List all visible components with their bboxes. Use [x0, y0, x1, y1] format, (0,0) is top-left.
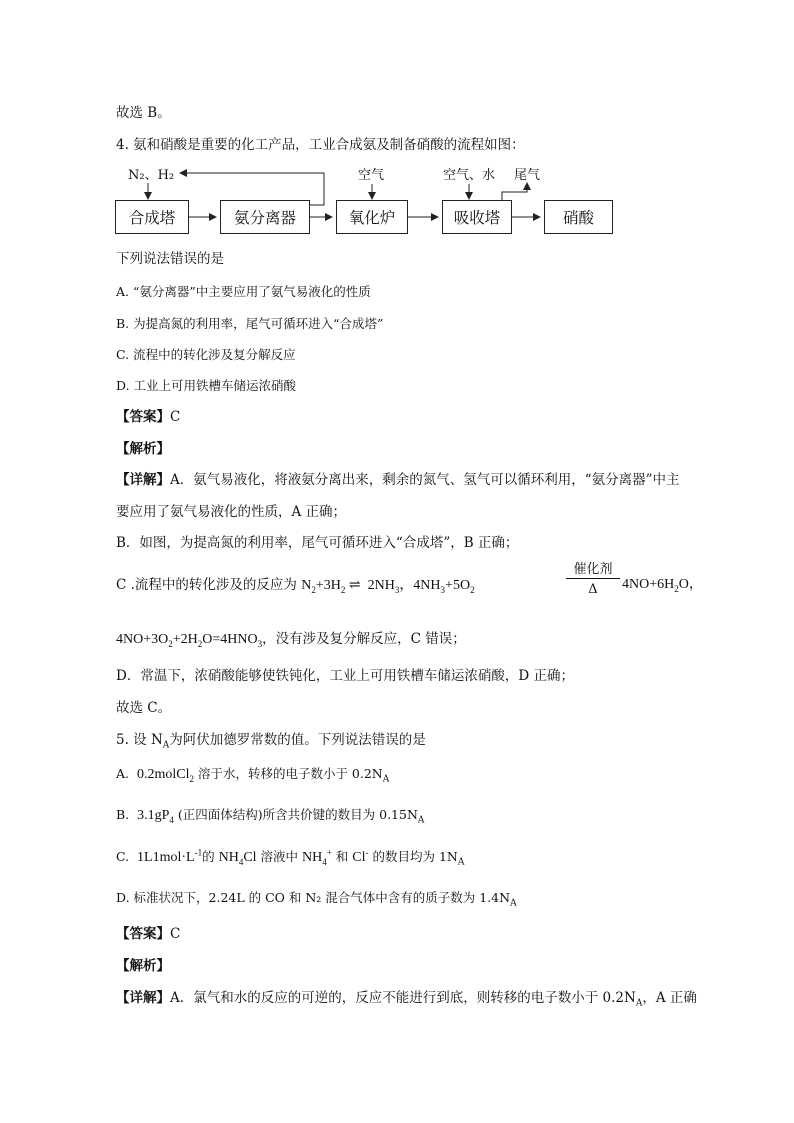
q5-option-b: B. $3.1gP_4$ (正四面体结构)所含共价键的数目为 $0.15N_A$: [116, 807, 425, 826]
q4-answer-line: [116, 408, 180, 426]
tail-gas-arrow: [502, 183, 527, 201]
q5-option-d: D. 标准状况下，2.24L 的 CO 和 N₂ 混合气体中含有的质子数为 $1.4N_A$: [116, 890, 517, 909]
tail-gas-label: 尾气: [514, 168, 541, 183]
q5-detail-a: 【详解】A．氯气和水的反应的可逆的，反应不能进行到底，则转移的电子数小于 $0.2N_A$，A 正确: [116, 990, 697, 1009]
q4-option-b: B. 为提高氮的利用率，尾气可循环进入“合成塔”: [116, 316, 384, 331]
q5-stem-post: 为阿伏加德罗常数的值。下列说法错误的是: [169, 732, 426, 748]
q5-option-d-text: D. 标准状况下，2.24L 的 CO 和 N₂ 混合气体中含有的质子数为 1.4N: [116, 890, 511, 905]
air-water-label: 空气、水: [443, 168, 496, 183]
q5-detail-a-text: A．氯气和水的反应的可逆的，反应不能进行到底，则转移的电子数小于 0.2N: [170, 990, 636, 1006]
q4-detail-b: B．如图，为提高氮的利用率，尾气可循环进入“合成塔”，B 正确；: [116, 535, 519, 551]
equation-ammonia-oxidation-products: $4NO+6H_2O$，: [622, 577, 703, 594]
q4-detail-c-line1: [116, 576, 475, 595]
q4-detail-a-2: 要应用了氨气易液化的性质，A 正确；: [116, 504, 347, 520]
q4-option-c: C. 流程中的转化涉及复分解反应: [116, 347, 296, 362]
q4-detail-c-suffix: ，没有涉及复分解反应，C 错误；: [262, 631, 466, 647]
q5-stem-pre: 5. 设 N: [116, 732, 163, 748]
q4-detail-c-line2: [116, 630, 466, 649]
box-oxidizer: 氧化炉: [336, 200, 408, 234]
q4-detail-tag: 【详解】: [116, 472, 170, 488]
q5-analysis-tag: 【解析】: [116, 958, 170, 974]
box-absorber: 吸收塔: [442, 200, 512, 234]
q4-detail-a-text: A．氨气易液化，将液氨分离出来，剩余的氮气、氢气可以循环利用，“氨分离器”中主: [170, 472, 680, 488]
q4-detail-d: D．常温下，浓硝酸能够使铁钝化，工业上可用铁槽车储运浓硝酸，D 正确；: [116, 668, 574, 684]
box-ammonia-separator: 氨分离器: [220, 200, 310, 234]
equation-ammonia-synthesis: $N_2+3H_2$ ⇌ $2NH_3$，$4NH_3+5O_2$: [301, 578, 475, 595]
q4-detail-a-1: [116, 471, 680, 489]
q5-stem-sub: A: [162, 740, 170, 751]
q4-answer: C: [170, 409, 181, 425]
q4-option-a: A. “氨分离器”中主要应用了氨气易液化的性质: [116, 284, 371, 299]
equation-nitric-acid: $4NO+3O_2+2H_2O=4HNO_3$: [116, 632, 263, 649]
q4-option-d: D. 工业上可用铁槽车储运浓硝酸: [116, 378, 297, 393]
q5-detail-a-end: ，A 正确: [642, 990, 697, 1006]
q5-option-a: A. 0.2molCl$_2$ 溶于水，转移的电子数小于 $0.2N_A$: [116, 766, 390, 785]
q5-stem: [116, 731, 426, 749]
q5-detail-tag: 【详解】: [116, 990, 170, 1006]
q4-stem: 4. 氨和硝酸是重要的化工产品，工业合成氨及制备硝酸的流程如图：: [116, 137, 525, 153]
catalyst-label: 催化剂: [573, 562, 613, 577]
q4-detail-c-prefix: C .流程中的转化涉及的反应为: [116, 577, 297, 593]
reaction-bar: [566, 578, 620, 579]
q4-conclusion: 故选 C。: [116, 700, 172, 716]
q5-answer: C: [170, 926, 181, 942]
input-label: N₂、H₂: [128, 168, 175, 183]
heat-symbol: Δ: [588, 582, 598, 597]
q5-answer-line: [116, 925, 180, 943]
air-label: 空气: [358, 168, 385, 183]
box-synthesis-tower: 合成塔: [115, 200, 189, 234]
q5-answer-tag: 【答案】: [116, 926, 170, 942]
q5-option-c: C. $1L1mol\cdot L^{-1}$的 $NH_4Cl$ 溶液中 $NH_4^+$ 和 Cl- 的数目均为 $1N_A$: [116, 847, 465, 868]
box-nitric-acid: 硝酸: [544, 200, 613, 234]
q4-answer-tag: 【答案】: [116, 409, 170, 425]
q4-prompt: 下列说法错误的是: [116, 251, 224, 267]
q5-option-b-text: (正四面体结构)所含共价键的数目为 0.15N: [177, 807, 418, 822]
q4-analysis-tag: 【解析】: [116, 441, 170, 457]
prev-conclusion: 故选 B。: [116, 105, 171, 121]
